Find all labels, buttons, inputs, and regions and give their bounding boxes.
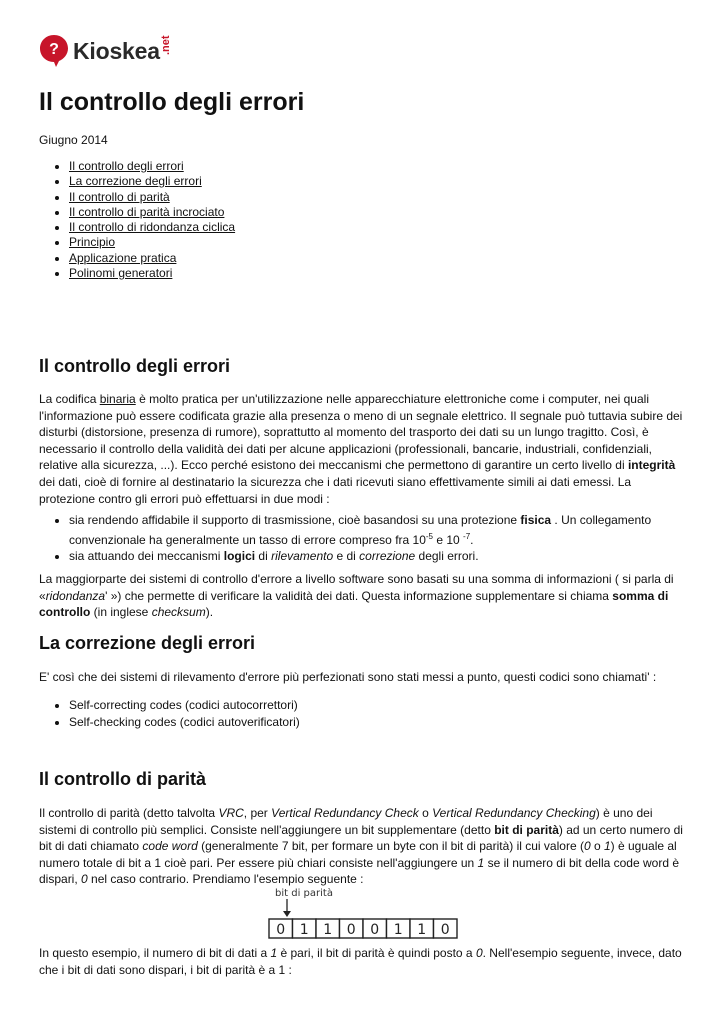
text: o <box>418 806 433 820</box>
paragraph <box>39 805 687 888</box>
italic-text: Vertical Redundancy Checking <box>432 806 596 820</box>
italic-text: checksum <box>151 605 206 620</box>
logo-wordmark: Kioskea <box>73 37 160 64</box>
paragraph <box>39 945 687 978</box>
parity-bit-figure <box>265 886 465 942</box>
text: (generalmente 7 bit, per formare un byte con il bit di parità) il cui valore ( <box>197 839 584 854</box>
text: o <box>590 839 604 854</box>
toc-item <box>69 251 235 266</box>
section-heading: La correzione degli errori <box>39 633 256 653</box>
italic-text: 1 <box>477 855 485 870</box>
text: ' ») che permette di verificare la validità dei dati. Questa informazione supplementare si chiama <box>105 588 613 603</box>
text: di <box>255 549 272 564</box>
text: e di <box>333 549 360 564</box>
binaria-link[interactable]: binaria <box>99 392 136 406</box>
parity-bit-label: bit di parità <box>275 888 333 899</box>
text: La maggiorparte dei sistemi di controllo d'errore a livello software sono basati su una somma di informazioni ( si parla di « <box>39 572 674 603</box>
toc-link[interactable]: Il controllo di parità incrociato <box>69 204 225 219</box>
text: (in inglese <box>90 605 152 620</box>
toc-link[interactable]: Il controllo di ridondanza ciclica <box>69 220 236 235</box>
paragraph: E' così che dei sistemi di rilevamento d'errore più perfezionati sono stati messi a punto, questi codici sono chiamati' : <box>39 670 657 684</box>
bit-value: 0 <box>346 922 356 938</box>
exponent: -5 <box>425 531 434 541</box>
page-title: Il controllo degli errori <box>39 88 305 116</box>
toc-link[interactable]: Applicazione pratica <box>69 250 177 265</box>
text: La codifica <box>39 392 100 406</box>
section-heading: Il controllo degli errori <box>39 356 231 376</box>
text: ) ad un certo numero di bit di dati chiamato <box>39 822 683 854</box>
italic-text: 1 <box>270 946 278 960</box>
toc-item <box>69 174 235 189</box>
bit-value: 1 <box>393 922 403 938</box>
table-of-contents <box>39 159 235 281</box>
text: , per <box>243 806 272 820</box>
text: . <box>470 532 474 547</box>
text: sia rendendo affidabile il supporto di trasmissione, cioè basandosi su una protezione <box>69 513 521 527</box>
italic-text: VRC <box>218 806 244 820</box>
bold-text: somma di controllo <box>39 588 669 620</box>
italic-text: correzione <box>359 549 416 564</box>
text: Il controllo di parità (detto talvolta <box>39 806 219 820</box>
text: è pari, il bit di parità è quindi posto a <box>277 946 476 960</box>
toc-item <box>69 205 235 220</box>
bit-value: 1 <box>299 922 309 938</box>
bit-value: 1 <box>417 922 427 938</box>
bit-value: 1 <box>323 922 333 938</box>
logo-tld: .net <box>159 35 172 55</box>
text: ). <box>205 605 214 620</box>
list-item: • Self-correcting codes (codici autocorrettori) <box>69 697 717 714</box>
text: sia attuando dei meccanismi <box>69 549 224 564</box>
section-heading: Il controllo di parità <box>39 769 207 789</box>
list-item <box>69 512 717 548</box>
site-logo[interactable] <box>39 32 179 70</box>
text: dei dati, cioè di fornire al destinatario la sicurezza che i dati ricevuti siano effettivamente simili ai dati emessi. La protezione contro gli errori può effettuarsi in due modi : <box>39 474 632 506</box>
toc-link[interactable]: Principio <box>69 235 116 250</box>
italic-text: rilevamento <box>271 549 334 564</box>
bit-value: 0 <box>276 922 286 938</box>
italic-text: 0 <box>583 839 591 854</box>
toc-item <box>69 159 235 174</box>
paragraph <box>39 571 687 621</box>
toc-link[interactable]: Il controllo di parità <box>69 189 170 204</box>
list-item <box>69 548 717 565</box>
italic-text: 0 <box>81 872 88 887</box>
bold-text: integrità <box>627 458 676 473</box>
bullet-list <box>39 512 717 565</box>
text: In questo esempio, il numero di bit di dati a <box>39 946 271 960</box>
text: . Nell'esempio seguente, invece, dato che i bit di dati sono dispari, i bit di parità è a 1 : <box>39 946 682 977</box>
toc-link[interactable]: Il controllo degli errori <box>69 159 184 173</box>
bold-text: fisica <box>520 513 552 527</box>
kioskea-logo-icon <box>39 34 69 68</box>
text: ) è uno dei sistemi di controllo più semplici. Consiste nell'aggiungere un bit supplementare (detto <box>39 806 653 837</box>
text: . Un collegamento convenzionale ha generalmente un tasso di errore compreso fra 10 <box>69 513 652 547</box>
text: degli errori. <box>415 549 479 564</box>
text: se il numero di bit della code word è dispari, <box>39 855 680 887</box>
toc-item <box>69 235 235 250</box>
bold-text: bit di parità <box>494 822 559 837</box>
paragraph <box>39 391 687 507</box>
text: ) è uguale al numero totale di bit a 1 cioè pari. Per essere più chiari consiste nell'aggiungere un <box>39 839 677 870</box>
bit-value: 0 <box>440 922 450 938</box>
italic-text: ridondanza <box>45 588 106 603</box>
italic-text: Vertical Redundancy Check <box>271 806 419 820</box>
italic-text: code word <box>142 839 198 854</box>
italic-text: 0 <box>475 946 483 960</box>
publish-date: Giugno 2014 <box>39 133 108 147</box>
text: nel caso contrario. Prendiamo l'esempio seguente : <box>87 872 364 887</box>
arrow-down-icon <box>283 911 291 917</box>
italic-text: 1 <box>603 839 611 854</box>
text: è molto pratica per un'utilizzazione nelle apparecchiature elettroniche come i computer, nei quali l'informazione può essere codificata grazie alla presenza o meno di un segnale elettrico. Il segnale può tuttavia subire dei disturbi (distorsione, presenza di rumore), soprattutto al momento del trasporto dei dati su un lungo tragitto. Così, è necessario il controllo della validità dei dati per alcune applicazioni (professionali, bancarie, industriali, confidenziali, relative alla sicurezza, ...). Ecco perché esistono dei meccanismi che permettono di garantire un certo livello di <box>39 392 683 473</box>
bit-value: 0 <box>370 922 380 938</box>
toc-item <box>69 266 235 281</box>
toc-link[interactable]: La correzione degli errori <box>69 174 202 189</box>
bullet-list <box>39 697 717 730</box>
svg-text:?: ? <box>49 41 59 58</box>
bit-cells <box>269 919 457 938</box>
text: e 10 <box>433 532 464 547</box>
list-item: • Self-checking codes (codici autoverificatori) <box>69 714 717 731</box>
exponent: -7 <box>463 531 471 541</box>
bold-text: logici <box>223 549 256 564</box>
toc-item <box>69 220 235 235</box>
toc-item <box>69 190 235 205</box>
toc-link[interactable]: Polinomi generatori <box>69 266 173 281</box>
